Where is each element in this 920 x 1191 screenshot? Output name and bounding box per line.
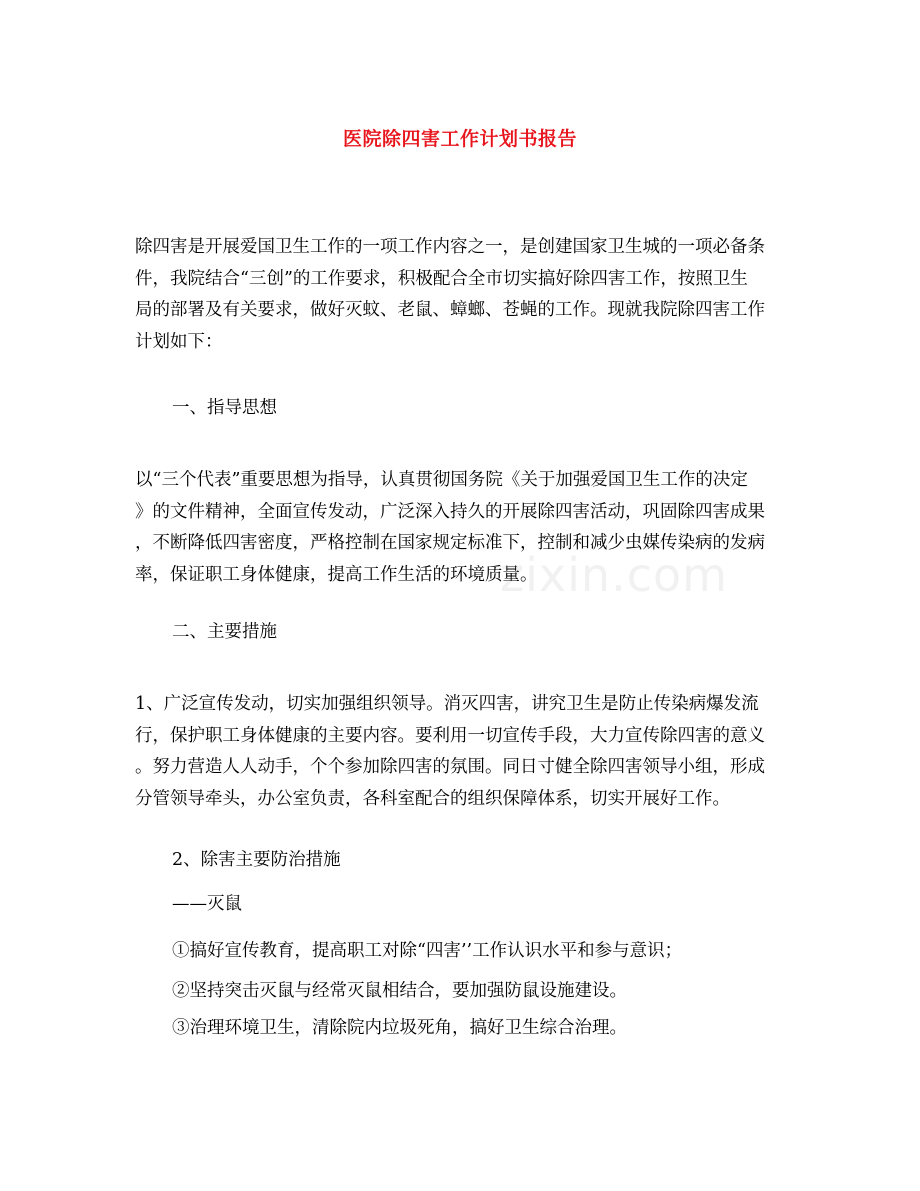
paragraph-line: 1、广泛宣传发动，切实加强组织领导。消灭四害，讲究卫生是防止传染病爆发流 [135,694,759,714]
paragraph-line: 行，保护职工身体健康的主要内容。要利用一切宣传手段，大力宣传除四害的意义 [135,725,765,746]
rat-control-item: ①搞好宣传教育，提高职工对除“四害’’工作认识水平和参与意识； [172,941,683,961]
document-title: 医院除四害工作计划书报告 [342,128,577,150]
measure-2-heading: 2、除害主要防治措施 [172,850,341,870]
intro-paragraph [135,232,785,358]
section-heading-guiding-thought: 一、指导思想 [172,398,277,418]
paragraph-line: 。努力营造人人动手，个个参加除四害的氛围。同日寸健全除四害领导小组，形成 [135,757,765,777]
measure-1-paragraph [135,689,785,815]
rat-control-heading: ——灭鼠 [172,894,242,914]
paragraph-line: 分管领导牵头，办公室负责，各科室配合的组织保障体系，切实开展好工作。 [135,788,730,809]
paragraph-line: 》的文件精神，全面宣传发动，广泛深入持久的开展除四害活动，巩固除四害成果 [135,501,765,522]
paragraph-line: ，不断降低四害密度，严格控制在国家规定标准下，控制和减少虫媒传染病的发病 [135,533,765,553]
rat-control-item: ②坚持突击灭鼠与经常灭鼠相结合，要加强防鼠设施建设。 [172,981,627,1001]
rat-control-item: ③治理环境卫生，清除院内垃圾死角，搞好卫生综合治理。 [172,1018,627,1038]
intro-line: 件，我院结合“三创”的工作要求，积极配合全市切实搞好除四害工作，按照卫生 [135,268,748,289]
section-heading-main-measures: 二、主要措施 [172,622,277,642]
paragraph-line: 以“三个代表”重要思想为指导，认真贯彻国务院《关于加强爱国卫生工作的决定 [135,470,748,490]
watermark: zixin.com [500,548,728,602]
intro-line: 局的部署及有关要求，做好灭蚊、老鼠、蟑螂、苍蝇的工作。现就我院除四害工作 [135,300,765,320]
paragraph-line: 率，保证职工身体健康，提高工作生活的环境质量。 [135,564,538,585]
intro-line: 计划如下： [135,331,223,352]
intro-line: 除四害是开展爱国卫生工作的一项工作内容之一，是创建国家卫生城的一项必备条 [135,237,765,257]
